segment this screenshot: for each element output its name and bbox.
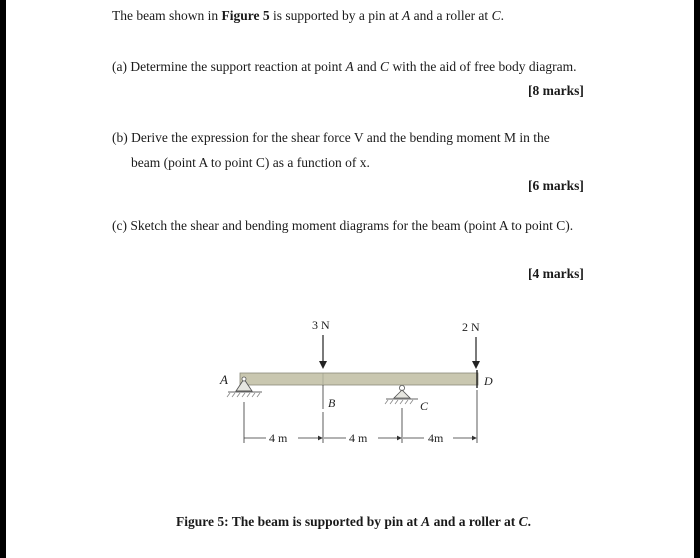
question-b-line-2: beam (point A to point C) as a function of x. [131,155,370,170]
document-page [6,0,694,558]
question-c-line-1: (c) Sketch the shear and bending moment diagrams for the beam (point A to point C). [112,218,574,233]
point-b-label: B [328,396,336,410]
load-d-label: 2 N [462,320,480,334]
intro-text-1: The beam shown in [112,8,222,23]
ground-hatch-a [227,393,260,397]
figure-caption [176,514,531,530]
intro-point-a: A [401,8,411,23]
caption-point-c: C [518,514,528,529]
intro-text-4: . [500,8,504,23]
question-a-point-c: C [380,59,390,74]
roller-support-c [394,390,410,398]
intro-point-c: C [491,8,501,23]
caption-text-1: Figure 5: The beam is supported by pin at [176,514,422,529]
question-a [112,59,577,75]
question-a-text-1: (a) Determine the support reaction at point [112,59,346,74]
question-b-line-1: (b) Derive the expression for the shear force V and the bending moment M in the [112,130,550,145]
intro-text-2: is supported by a pin at [269,8,402,23]
beam-figure [206,312,506,452]
dim-2-label: 4 m [349,431,368,445]
caption-text-2: and a roller at [430,514,519,529]
ground-hatch-c [385,400,413,404]
load-b-label: 3 N [312,318,330,332]
dim-1-label: 4 m [269,431,288,445]
pin-a-circle [242,377,246,381]
point-c-label: C [420,399,429,413]
question-a-marks: [8 marks] [528,83,584,98]
point-a-label: A [220,372,228,387]
problem-intro [112,8,504,24]
caption-text-3: . [527,514,531,529]
load-d-arrowhead [472,361,480,369]
question-a-text-3: with the aid of free body diagram. [389,59,577,74]
question-c-marks: [4 marks] [528,266,584,281]
point-d-label: D [484,374,493,388]
intro-text-3: and a roller at [410,8,492,23]
question-a-point-a: A [345,59,354,74]
figure-reference: Figure 5 [221,8,270,23]
load-b-arrowhead [319,361,327,369]
question-b-marks: [6 marks] [528,178,584,193]
question-a-text-2: and [353,59,381,74]
beam [240,373,478,385]
caption-point-a: A [421,514,431,529]
dim-3-label: 4m [428,431,444,445]
